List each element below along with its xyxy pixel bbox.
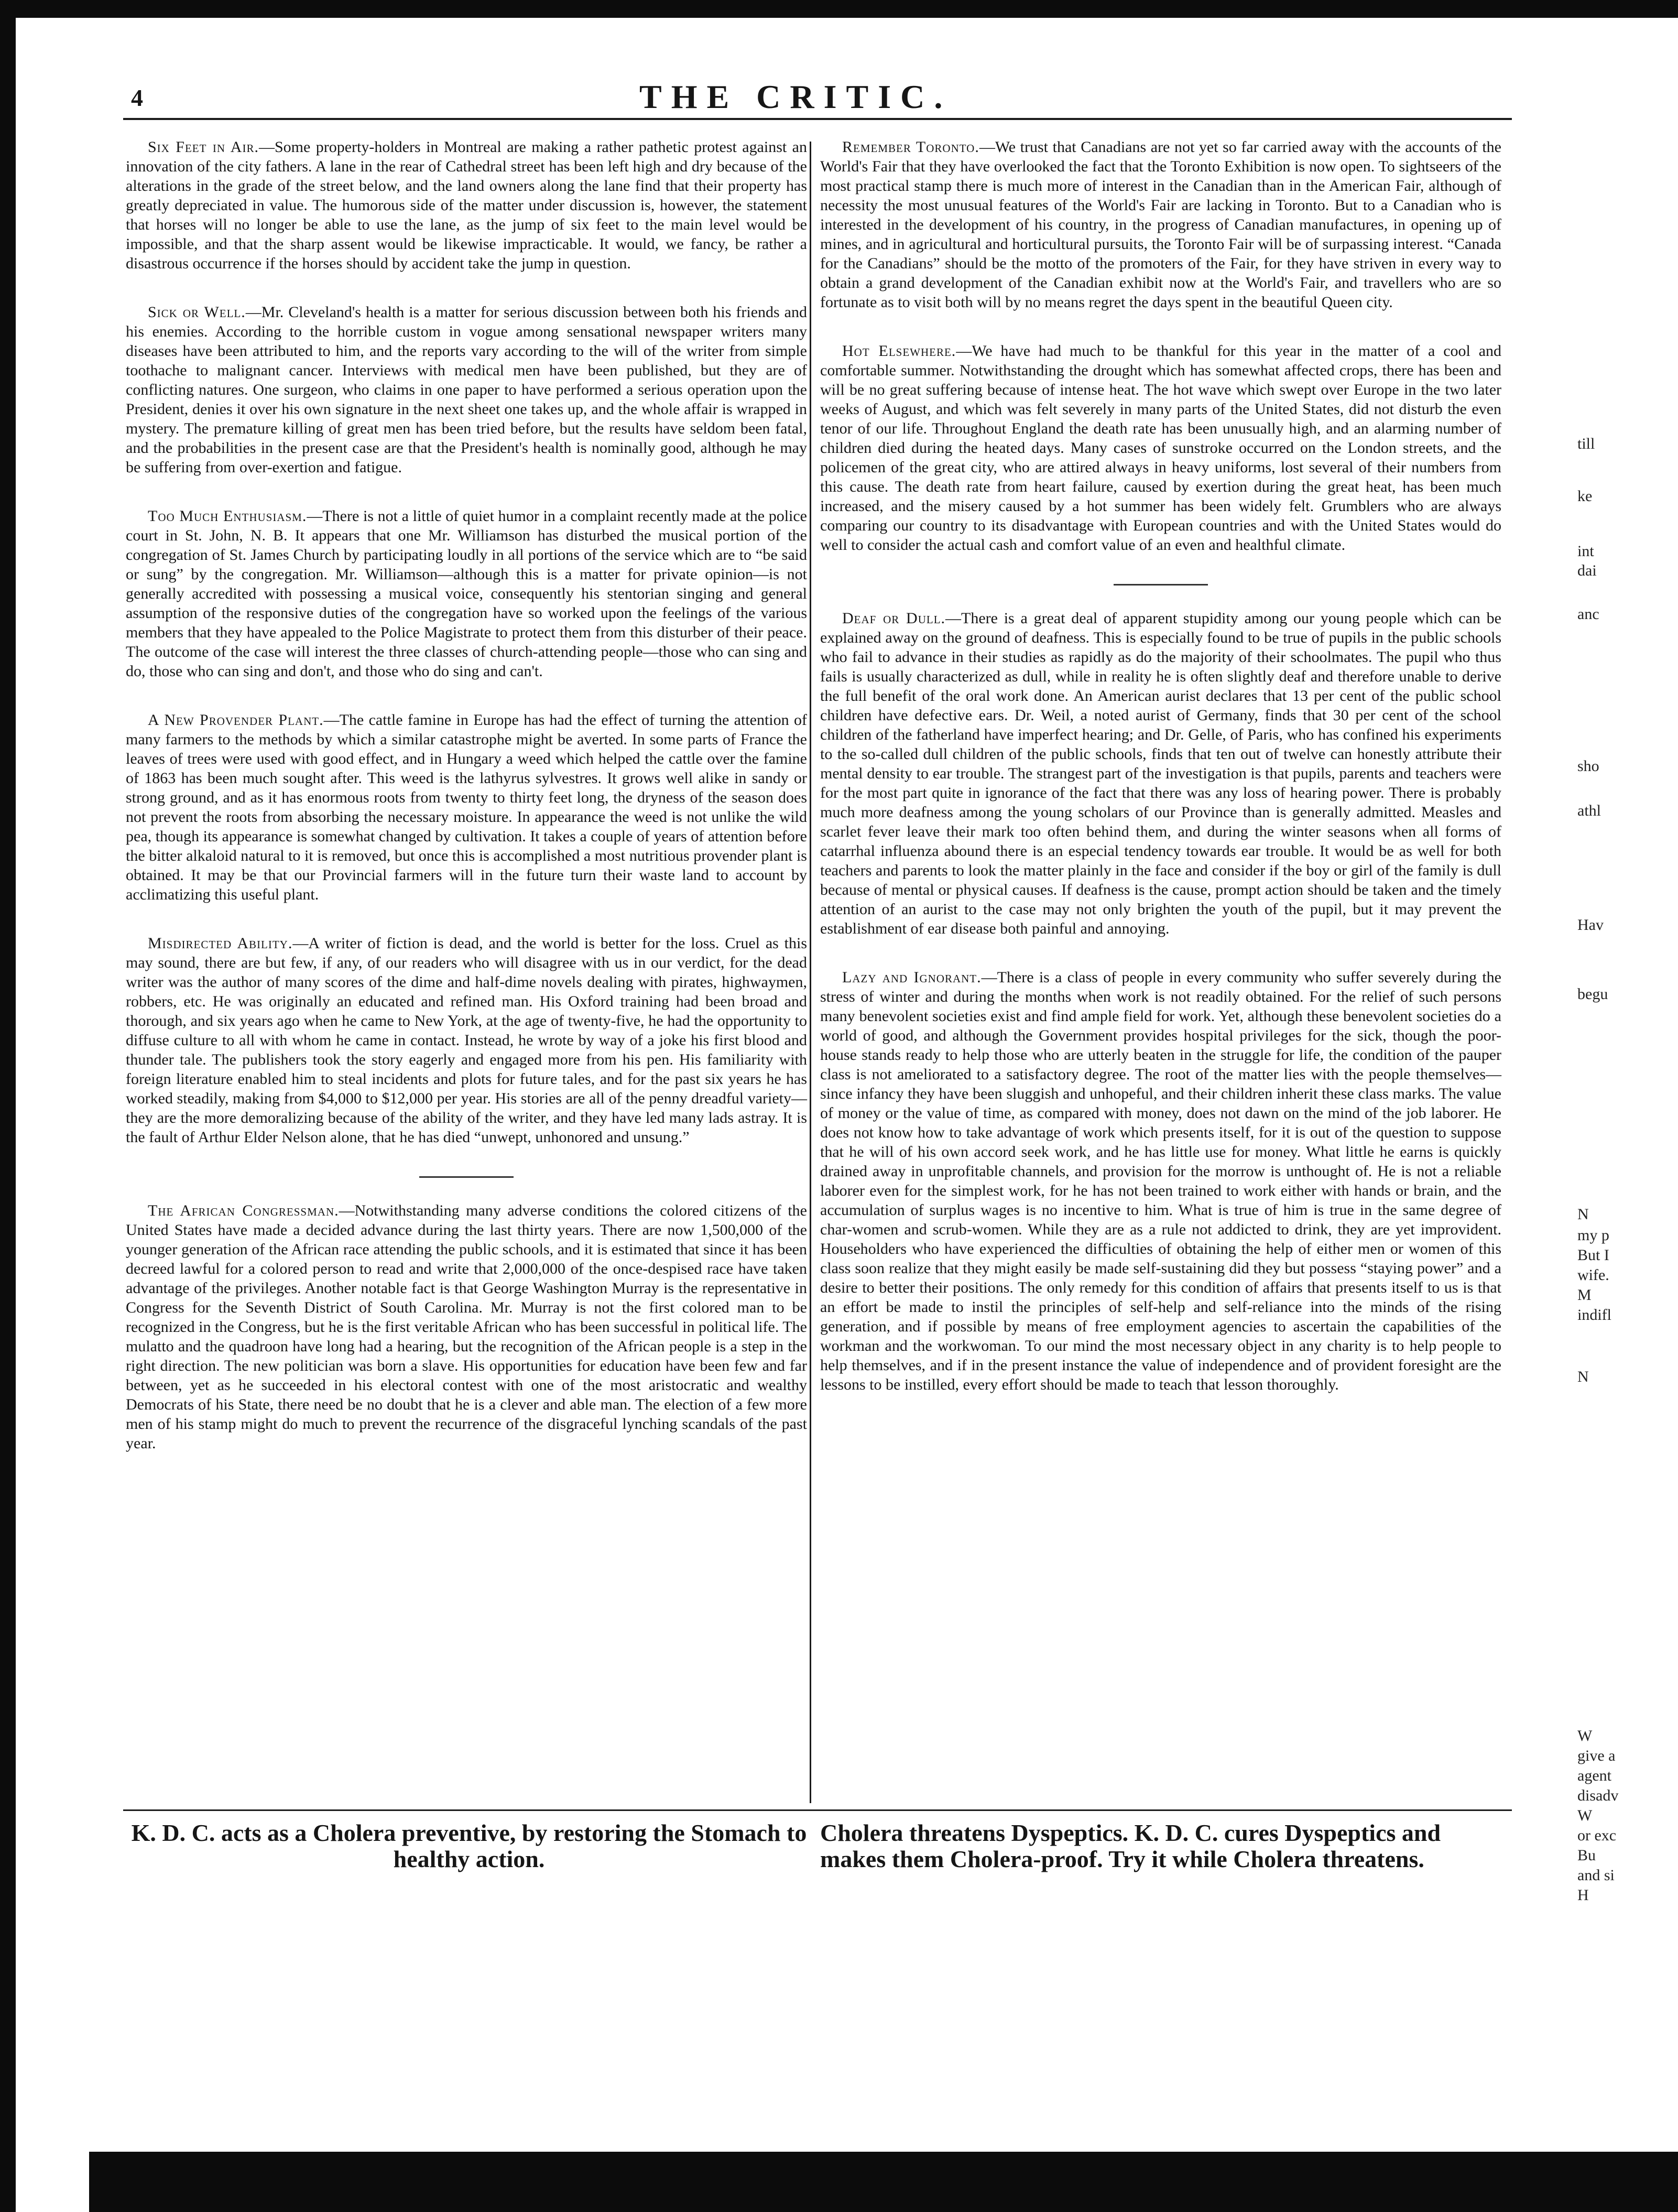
margin-fragment: N: [1577, 1206, 1589, 1223]
page-bottom-shadow: [89, 2152, 1678, 2212]
margin-fragment: sho: [1577, 757, 1599, 775]
article-paragraph: [820, 609, 1501, 938]
page-top-shadow: [16, 0, 1678, 18]
article-body: —We have had much to be thankful for this year in the matter of a cool and comfortable summer. Notwithstanding the drought which has somewhat affected crops, there has been and will be no great suffering because of intense heat. The hot wave which swept over Europe in the two later weeks of August, and which was felt severely in many parts of the United States, did not disturb the even tenor of our life. Throughout England the death rate has been unusually high, and an alarming number of children died during the heated days. Many cases of sunstroke occurred on the London streets, and the policemen of the great city, who are attired always in heavy uniforms, lost several of their numbers from this cause. The death rate from heart failure, caused by exertion during the great heat, has been much increased, and the misery caused by a hot summer has been widely felt. Grumblers who are always comparing our country to its disadvantage with European countries and with the United States would do well to consider the actual cash and comfort value of an even and healthful climate.: [820, 342, 1502, 554]
article-heading: Too Much Enthusiasm.: [148, 507, 307, 525]
article-body: —A writer of fiction is dead, and the world is better for the loss. Cruel as this may sound, there are but few, if any, of our readers who will disagree with us in our verdict, for the dead writer was the author of many scores of the dime and half-dime novels dealing with pirates, highwaymen, robbers, etc. He was originally an educated and refined man. His Oxford training had been broad and thorough, and six years ago when he came to New York, at the age of twenty-five, he had the opportunity to diffuse culture to all with whom he came in contact. Instead, he wrote by way of a joke his first blood and thunder tale. The publishers took the story eagerly and engaged more from his pen. His familiarity with foreign literature enabled him to steal incidents and plots for future tales, and for the past six years he has worked steadily, making from $4,000 to $12,000 per year. His stories are all of the penny dreadful variety—they are the more demoralizing because of the ability of the writer, and they have led many lads astray. It is the fault of Arthur Elder Nelson alone, that he has died “unwept, unhonored and unsung.”: [126, 935, 807, 1146]
margin-fragment: M: [1577, 1286, 1592, 1304]
article-lazy-and-ignorant: [820, 968, 1501, 1394]
margin-fragment: dai: [1577, 562, 1597, 579]
article-heading: Lazy and Ignorant.: [842, 969, 982, 986]
margin-fragment: N: [1577, 1368, 1589, 1385]
masthead-title: THE CRITIC.: [639, 78, 952, 115]
article-heading: Hot Elsewhere.: [842, 342, 956, 360]
margin-fragment: agent: [1577, 1767, 1611, 1784]
kdc-ad-right: Cholera threatens Dyspeptics. K. D. C. cures Dyspeptics and makes them Cholera-proof. Try it while Cholera threatens.: [820, 1819, 1441, 1872]
margin-fragment: int: [1577, 543, 1594, 560]
article-body: —There is a great deal of apparent stupidity among our young people which can be explained away on the ground of deafness. This is especially found to be true of pupils in the public schools who fail to advance in their studies as rapidly as do the majority of their schoolmates. The pupil who thus fails is usually characterized as dull, while in reality he is often slightly deaf and therefore unable to derive the full benefit of the oral work done. An American aurist declares that 13 per cent of the public school children have defective ears. Dr. Weil, a noted aurist of Germany, finds that 30 per cent of the school children of the fatherland have imperfect hearing; and Dr. Gelle, of Paris, who has confined his experiments to the so-called dull children of the public schools, finds that ten out of twelve can honestly attribute their mental density to ear trouble. The strangest part of the investigation is that pupils, parents and teachers were for the most part quite in ignorance of the fact that there was any loss of hearing power. There is probably much more deafness among the young scholars of our Province than is generally admitted. Measles and scarlet fever leave their mark too often behind them, and during the winter seasons when all forms of catarrhal influenza abound there is an especial tendency towards ear trouble. It would be as well for both teachers and parents to look the matter plainly in the face and consider if the boy or girl of the family is dull because of mental or physical causes. If deafness is the cause, prompt action should be taken and the timely attention of an aurist to the case may not only brighten the youth of the pupil, but it may prevent the establishment of ear disease both painful and annoying.: [820, 610, 1501, 937]
margin-fragment: and si: [1577, 1867, 1615, 1884]
article-body: —The cattle famine in Europe has had the effect of turning the attention of many farmers to the methods by which a similar catastrophe might be averted. In some parts of France the leaves of trees were used with good effect, and in Hungary a weed which helped the cattle over the famine of 1863 has been much sought after. This weed is the lathyrus sylvestres. It grows well alike in sandy or strong ground, and as it has enormous roots from twenty to thirty feet long, the dryness of the season does not prevent the roots from absorbing the necessary moisture. In appearance the weed is not unlike the wild pea, though its appearance is somewhat changed by cultivation. It takes a couple of years of attention before the bitter alkaloid natural to it is removed, but once this is accomplished a most nutritious provender plant is obtained. It may be that our Provincial farmers will in the future turn their waste land to account by acclimatizing this useful plant.: [126, 711, 807, 903]
margin-fragment: wife.: [1577, 1266, 1609, 1284]
article-african-congressman: [126, 1201, 807, 1453]
margin-fragment: disadv: [1577, 1787, 1619, 1804]
article-body: —Mr. Cleveland's health is a matter for serious discussion between both his friends and his enemies. According to the horrible custom in vogue among sensational newspaper writers many diseases have been attributed to him, and the reports vary according to the will of the writer from simple toothache to malignant cancer. Interviews with medical men have been published, but they are of conflicting natures. One surgeon, who claims in one paper to have performed a serious operation upon the President, denies it over his own signature in the next sheet one takes up, and the whole affair is wrapped in mystery. The premature killing of great men has been tried before, but the results have seldom been fatal, and the probabilities in the present case are that the President's health is nominally good, although he may be suffering from over-exertion and fatigue.: [126, 303, 807, 476]
article-heading: A New Provender Plant.: [148, 711, 324, 729]
article-body: —We trust that Canadians are not yet so far carried away with the accounts of the World's Fair that they have overlooked the fact that the Toronto Exhibition is now open. To sightseers of the most practical stamp there is much more of interest in the Canadian than in the American Fair, although of necessity the most unusual features of the World's Fair are lacking in Toronto. But to a Canadian who is interested in the development of his country, in the progress of Canadian manufactures, in opening up of mines, and in agricultural and horticultural pursuits, the Toronto Fair will be of surpassing interest. “Canada for the Canadians” should be the motto of the promoters of the Fair, for they have striven in every way to obtain a grand development of the Canadian exhibit now at the World's Fair, and travellers who are so fortunate as to visit both will by no means regret the days spent in the beautiful Queen city.: [820, 138, 1501, 311]
margin-fragment: begu: [1577, 985, 1608, 1003]
article-misdirected-ability: [126, 934, 807, 1147]
article-deaf-or-dull: [820, 609, 1501, 938]
article-heading: Six Feet in Air.: [148, 138, 259, 156]
right-column: [820, 137, 1501, 1424]
ad-rule: [123, 1809, 1512, 1811]
article-six-feet-in-air: [126, 137, 807, 273]
article-paragraph: [820, 968, 1501, 1394]
margin-fragment: give a: [1577, 1747, 1616, 1764]
article-divider: [1114, 584, 1208, 585]
margin-fragment: ke: [1577, 487, 1593, 505]
article-heading: Sick or Well.: [148, 303, 246, 321]
article-heading: Remember Toronto.: [842, 138, 979, 156]
kdc-ad-left: K. D. C. acts as a Cholera preventive, by restoring the Stomach to healthy action.: [131, 1819, 807, 1872]
article-heading: The African Congressman.: [148, 1202, 339, 1219]
article-body: —Notwithstanding many adverse conditions the colored citizens of the United States have made a decided advance during the last thirty years. There are now 1,500,000 of the younger generation of the African race attending the public schools, and it is estimated that since it has been decreed lawful for a colored person to read and write that 2,000,000 of the once-despised race have taken advantage of the privileges. Another notable fact is that George Washington Murray is the representative in Congress for the Seventh District of South Carolina. Mr. Murray is not the first colored man to be recognized in the Congress, but he is the first veritable African who has been successful in political life. The mulatto and the quadroon have long had a hearing, but the recognition of the African people is a step in the right direction. The new politician was born a slave. His opportunities for education have been few and far between, yet as he succeeded in his electoral contest with one of the most aristocratic and wealthy Democrats of his State, there need be no doubt that he is a clever and able man. The election of a few more men of his stamp might do much to prevent the recurrence of the disgraceful lynching scandals of the past year.: [126, 1202, 807, 1452]
article-too-much-enthusiasm: [126, 506, 807, 681]
article-paragraph: [126, 506, 807, 681]
article-sick-or-well: [126, 302, 807, 477]
article-body: —There is not a little of quiet humor in a complaint recently made at the police court in St. John, N. B. It appears that one Mr. Williamson has disturbed the musical portion of the congregation of St. James Church by participating loudly in all portions of the service which are to “be said or sung” by the congregation. Mr. Williamson—although this is a matter for private opinion—is not generally accredited with possessing a musical voice, consequently his stentorian singing and general assumption of the responsive duties of the congregation have so worked upon the feelings of the various members that they have appealed to the Police Magistrate to protect them from this disturber of their peace. The outcome of the case will interest the three classes of church-attending people—those who can sing and do, those who can sing and don't, and those who do sing and can't.: [126, 507, 807, 680]
margin-fragment: indifl: [1577, 1306, 1611, 1324]
column-divider: [810, 142, 811, 1803]
article-paragraph: [126, 934, 807, 1147]
article-paragraph: [126, 137, 807, 273]
margin-fragment: or exc: [1577, 1827, 1617, 1844]
header-rule: [123, 118, 1512, 120]
article-heading: Misdirected Ability.: [148, 935, 293, 952]
margin-fragment: W: [1577, 1727, 1593, 1744]
margin-fragment: till: [1577, 435, 1595, 452]
article-hot-elsewhere: [820, 341, 1501, 555]
page-left-shadow: [0, 0, 16, 2212]
article-paragraph: [126, 1201, 807, 1453]
article-body: —Some property-holders in Montreal are making a rather pathetic protest against an innovation of the city fathers. A lane in the rear of Cathedral street has been left high and dry because of the alterations in the grade of the street below, and the land owners along the lane find that their property has greatly depreciated in value. The humorous side of the matter under discussion is, however, the statement that horses will no longer be able to use the lane, as the jump of six feet to the main level would be impossible, and that the sharp assent would be likewise impracticable. It would, we fancy, be rather a disastrous occurrence if the horses should by accident take the jump in question.: [126, 138, 807, 272]
margin-fragment: anc: [1577, 605, 1599, 623]
margin-fragment: Hav: [1577, 916, 1604, 934]
margin-fragment: W: [1577, 1807, 1593, 1824]
article-body: —There is a class of people in every community who suffer severely during the stress of winter and during the months when work is not readily obtained. For the relief of such persons many benevolent societies exist and find ample field for work. Yet, although these benevolent societies do a world of good, and although the Government provides hospital privileges for the sick, though the poor-house stands ready to help those who are utterly beaten in the struggle for life, the condition of the pauper class is not ameliorated to a satisfactory degree. The root of the matter lies with the people themselves—since infancy they have been sluggish and unhopeful, and their children inherit these class marks. The value of money or the value of time, as compared with money, does not dawn on the mind of the job laborer. He does not know how to take advantage of work which presents itself, for it is out of the question to suppose that he will of his own accord seek work, and he has little use for money. What little he earns is quickly drained away in unprofitable channels, and provision for the morrow is unthought of. He is not a reliable laborer even for the simplest work, for he has not been trained to work either with hands or brain, and the accumulation of surplus wages is no incentive to him. What is true of him is true in the same degree of char-women and scrub-women. While they are as a rule not addicted to drink, they are yet improvident. Householders who have experienced the difficulties of obtaining the help of either men or women of this class soon realize that they might easily be made self-sustaining did they but possess “staying power” and a desire to better their positions. The only remedy for this condition of affairs that presents itself to us is that an effort be made to instil the principles of self-help and self-reliance into the minds of the rising generation, and if possible by means of free employment agencies to ascertain the capabilities of the workman and the workwoman. To our mind the most necessary object in any charity is to help people to help themselves, and if in the present instance the value of independence and of provident foresight are the lessons to be instilled, every effort should be made to teach that lesson thoroughly.: [820, 969, 1501, 1393]
article-paragraph: [126, 302, 807, 477]
article-remember-toronto: [820, 137, 1501, 312]
page-number: 4: [131, 84, 143, 111]
article-divider: [419, 1176, 514, 1178]
margin-fragment: H: [1577, 1886, 1589, 1904]
article-paragraph: [126, 710, 807, 904]
margin-fragment: But I: [1577, 1246, 1609, 1264]
margin-fragment: athl: [1577, 802, 1601, 819]
margin-fragment: Bu: [1577, 1847, 1596, 1864]
article-paragraph: [820, 341, 1501, 555]
article-new-provender-plant: [126, 710, 807, 904]
article-heading: Deaf or Dull.: [842, 610, 946, 627]
article-paragraph: [820, 137, 1501, 312]
margin-fragment: my p: [1577, 1227, 1609, 1244]
left-column: [126, 137, 807, 1482]
